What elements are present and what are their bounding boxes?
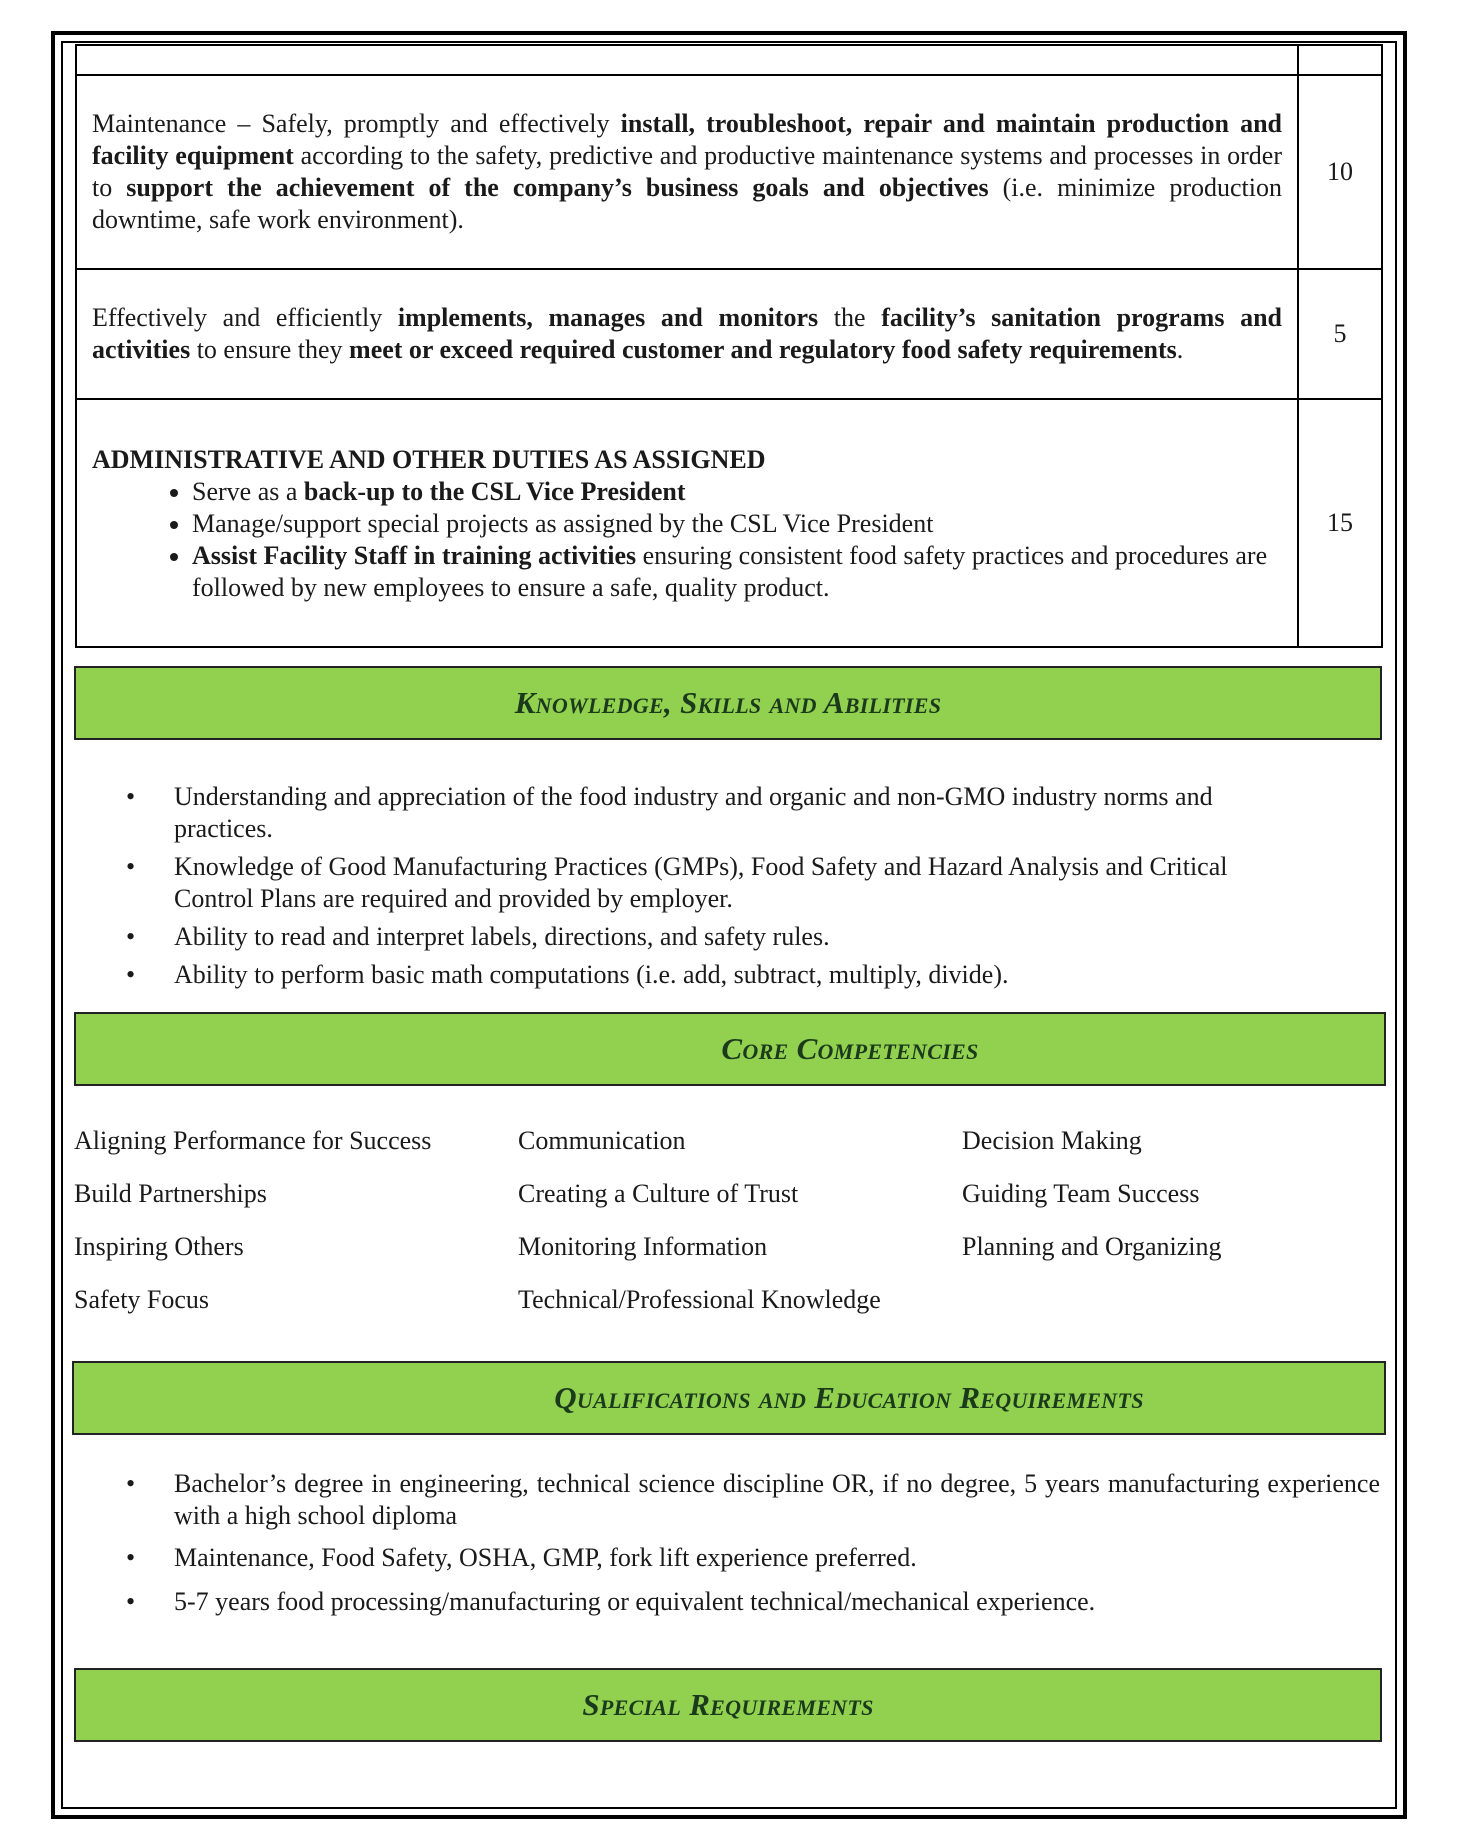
bold-text: back-up to the CSL Vice President — [303, 477, 686, 506]
list-item — [74, 851, 1294, 915]
bold-text: meet or exceed required customer and regulatory food safety requirements — [349, 335, 1177, 364]
text: Effectively and efficiently — [92, 303, 398, 332]
text: . — [1176, 335, 1184, 364]
section-title: Core Competencies — [721, 1031, 979, 1066]
duty-description — [76, 269, 1298, 399]
competency-item: Build Partnerships — [74, 1179, 267, 1208]
admin-duties-title: ADMINISTRATIVE AND OTHER DUTIES AS ASSIGNED — [92, 445, 766, 474]
list-item — [74, 781, 1294, 845]
section-header-special-requirements — [74, 1668, 1382, 1742]
list-item-text: Bachelor’s degree in engineering, technical science discipline OR, if no degree, 5 years manufacturing experience with a high school diploma — [174, 1469, 1380, 1530]
bold-text: support the achievement of the company’s business goals and objectives — [126, 173, 989, 202]
duty-description — [76, 75, 1298, 269]
text: according to the safety, predictive and productive maintenance systems and processes in order to — [92, 141, 1282, 202]
competency-item: Planning and Organizing — [962, 1232, 1222, 1261]
duties-table-top-row — [76, 45, 1382, 75]
bullet-icon: • — [126, 960, 136, 989]
bold-text: implements, manages and monitors — [397, 303, 819, 332]
text: Serve as a — [192, 477, 304, 506]
section-title: Knowledge, Skills and Abilities — [514, 685, 942, 720]
list-item — [74, 1586, 1380, 1618]
competency-item: Technical/Professional Knowledge — [518, 1285, 881, 1314]
competency-item: Monitoring Information — [518, 1232, 768, 1261]
competency-item: Decision Making — [962, 1126, 1142, 1155]
list-item-text: Ability to read and interpret labels, directions, and safety rules. — [174, 922, 830, 951]
duty-row-sanitation — [76, 269, 1382, 399]
list-item-text: 5-7 years food processing/manufacturing or equivalent technical/mechanical experience. — [174, 1587, 1096, 1616]
list-item-text: Knowledge of Good Manufacturing Practices (GMPs), Food Safety and Hazard Analysis and Critical Control Plans are required and provided by employer. — [174, 852, 1228, 913]
bullet-icon: • — [126, 782, 136, 811]
duties-table — [75, 44, 1383, 648]
bold-text: install, troubleshoot, repair and maintain production and facility equipment — [92, 109, 1283, 170]
list-item — [192, 476, 1282, 508]
competency-item: Aligning Performance for Success — [74, 1126, 432, 1155]
text: (i.e. minimize production downtime, safe work environment). — [92, 173, 1283, 234]
duty-weight: 5 — [1298, 269, 1382, 399]
competency-item: Guiding Team Success — [962, 1179, 1200, 1208]
bullet-icon: • — [126, 1469, 136, 1498]
section-header-ksa — [74, 666, 1382, 740]
list-item — [74, 1468, 1380, 1532]
duty-description — [76, 399, 1298, 647]
bullet-icon: • — [126, 852, 136, 881]
bold-text: Assist Facility Staff in training activities — [192, 541, 637, 570]
list-item — [74, 921, 1294, 953]
list-item — [192, 540, 1282, 604]
admin-duties-list — [92, 476, 1282, 604]
ksa-list — [74, 781, 1294, 997]
duty-weight: 10 — [1298, 75, 1382, 269]
list-item-text: Ability to perform basic math computations (i.e. add, subtract, multiply, divide). — [174, 960, 1009, 989]
duty-row-maintenance — [76, 75, 1382, 269]
competency-item: Communication — [518, 1126, 686, 1155]
competency-item: Safety Focus — [74, 1285, 210, 1314]
competency-item: Creating a Culture of Trust — [518, 1179, 799, 1208]
text: to ensure they — [190, 335, 350, 364]
competency-item: Inspiring Others — [74, 1232, 244, 1261]
text: Maintenance – Safely, promptly and effectively — [92, 109, 621, 138]
bullet-icon: • — [126, 1543, 136, 1572]
qualifications-list — [74, 1468, 1380, 1618]
text: the — [818, 303, 882, 332]
section-title: Qualifications and Education Requirements — [554, 1380, 1144, 1415]
list-item-text: Maintenance, Food Safety, OSHA, GMP, fork lift experience preferred. — [174, 1543, 917, 1572]
bullet-icon: • — [126, 922, 136, 951]
duty-row-administrative — [76, 399, 1382, 647]
section-header-core-competencies — [74, 1012, 1386, 1086]
list-item — [74, 959, 1294, 991]
bullet-icon: • — [126, 1587, 136, 1616]
section-title: Special Requirements — [582, 1687, 874, 1722]
list-item — [74, 1542, 1380, 1574]
bold-text: facility’s sanitation programs and activities — [92, 303, 1282, 364]
section-header-qualifications — [72, 1361, 1386, 1435]
list-item-text: Understanding and appreciation of the food industry and organic and non-GMO industry norms and practices. — [174, 782, 1213, 843]
duty-weight: 15 — [1298, 399, 1382, 647]
text: ensuring consistent food safety practices and procedures are followed by new employees to ensure a safe, quality product. — [192, 541, 1268, 602]
text: Manage/support special projects as assigned by the CSL Vice President — [192, 509, 934, 538]
duties-table-container — [74, 44, 1384, 648]
list-item — [192, 508, 1282, 540]
